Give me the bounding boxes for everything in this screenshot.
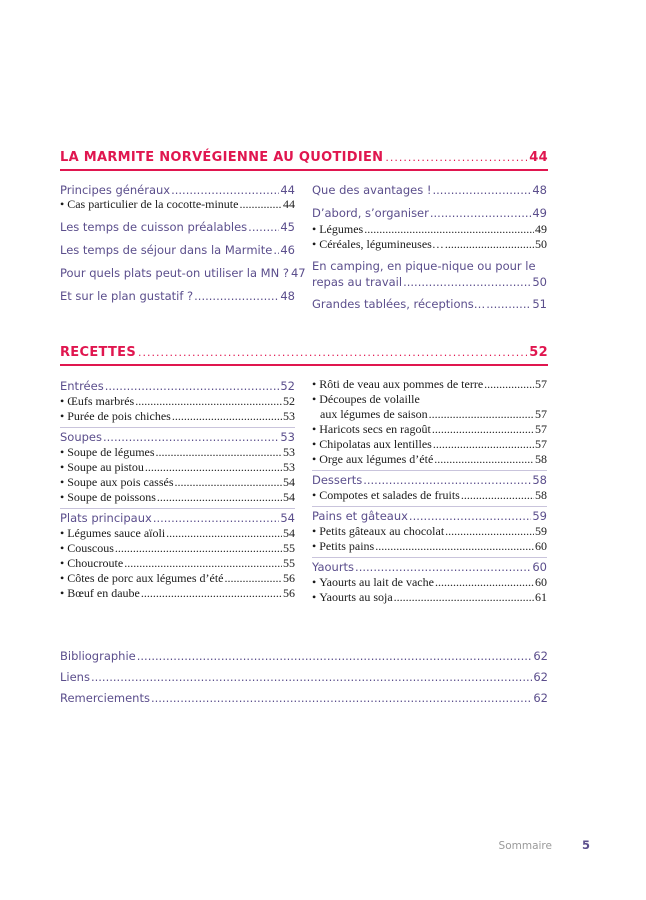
toc-subentry[interactable]: [312, 488, 547, 503]
entry-page: 55: [283, 541, 295, 555]
leader-dots: [175, 475, 282, 490]
category-pains: [312, 506, 547, 554]
page-number: 5: [581, 838, 590, 852]
leader-dots: [364, 222, 534, 237]
leader-dots: [145, 460, 282, 475]
entry-label: Rôti de veau aux pommes de terre: [319, 377, 484, 391]
entry-label: Yaourts au lait de vache: [319, 575, 434, 589]
leader-dots: [248, 220, 279, 234]
leader-dots: [172, 409, 282, 424]
leader-dots: [153, 511, 280, 526]
toc-subentry[interactable]: [60, 409, 295, 424]
section-page: 44: [529, 150, 548, 165]
toc-entry[interactable]: [312, 506, 547, 524]
toc-entry[interactable]: [60, 220, 295, 234]
category-desserts: [312, 470, 547, 503]
leader-dots: [103, 430, 279, 445]
entry-page: 55: [283, 556, 295, 570]
toc-subentry[interactable]: [60, 541, 295, 556]
running-title: Sommaire: [498, 840, 552, 852]
entry-page: 59: [532, 509, 547, 523]
bullet: •: [312, 575, 317, 589]
toc-entry[interactable]: [60, 183, 295, 197]
toc-subentry-line1[interactable]: [312, 392, 547, 407]
bullet: •: [60, 475, 65, 489]
toc-entry[interactable]: [312, 183, 547, 197]
entry-page: 56: [283, 571, 295, 585]
toc-subentry[interactable]: [312, 524, 547, 539]
leader-dots: [430, 206, 531, 220]
bullet: •: [60, 526, 65, 540]
entry-label: Légumes sauce aïoli: [67, 526, 166, 540]
entry-page: 62: [533, 691, 548, 705]
leader-dots: [432, 183, 531, 197]
entry-label: Et sur le plan gustatif ?: [60, 289, 194, 303]
toc-subentry[interactable]: [312, 590, 547, 605]
leader-dots: [141, 586, 282, 601]
toc-entry[interactable]: [60, 377, 295, 394]
entry-page: 57: [535, 422, 547, 436]
entry-label: Bibliographie: [60, 649, 136, 663]
entry-label: Haricots secs en ragoût: [319, 422, 431, 436]
leader-dots: [115, 541, 282, 556]
toc-entry[interactable]: [312, 297, 547, 311]
section-title: RECETTES: [60, 345, 136, 360]
entry-label: Légumes: [319, 222, 364, 236]
entry-page: 59: [535, 524, 547, 538]
entry-page: 48: [532, 183, 547, 197]
toc-entry[interactable]: [312, 470, 547, 488]
toc-subentry[interactable]: [312, 422, 547, 437]
leader-dots: [124, 556, 282, 571]
toc-subentry[interactable]: [60, 526, 295, 541]
section-rule: [60, 364, 548, 366]
category-soupes: [60, 427, 295, 505]
section1-left-column: [60, 183, 306, 303]
entry-page: 53: [283, 460, 295, 474]
leader-dots: [461, 488, 534, 503]
entry-page: 56: [283, 586, 295, 600]
bullet: •: [312, 452, 317, 466]
entry-label: Yaourts: [312, 560, 355, 574]
category-plats: [60, 508, 295, 601]
leader-dots: [157, 490, 282, 505]
toc-entry-remerciements[interactable]: [60, 691, 548, 705]
entry-label: D’abord, s’organiser: [312, 206, 429, 220]
entry-page: 53: [283, 409, 295, 423]
section2-left-column: [60, 377, 295, 604]
leader-dots: [435, 575, 534, 590]
toc-subentry[interactable]: [60, 490, 295, 505]
entry-label: Que des avantages !: [312, 183, 432, 197]
category-yaourts: [312, 557, 547, 605]
entry-page: 62: [533, 649, 548, 663]
bullet: •: [60, 556, 65, 570]
toc-entry[interactable]: [312, 557, 547, 575]
entry-page: 50: [532, 275, 547, 289]
section1-right-column: [312, 183, 547, 311]
bullet: •: [312, 237, 317, 251]
bullet: •: [312, 422, 317, 436]
entry-label: Grandes tablées, réceptions…: [312, 297, 486, 311]
entry-page: 44: [280, 183, 295, 197]
entry-label: Soupe aux pois cassés: [67, 475, 174, 489]
entry-label: Soupe au pistou: [67, 460, 144, 474]
entry-label: Desserts: [312, 473, 363, 487]
bullet: •: [312, 222, 317, 236]
entry-label: Liens: [60, 670, 90, 684]
bullet: •: [60, 394, 65, 408]
entry-label-line1: En camping, en pique-nique ou pour le: [312, 259, 536, 273]
leader-dots: [445, 237, 534, 252]
leader-dots: [156, 445, 282, 460]
entry-label-line1: Découpes de volaille: [319, 392, 420, 406]
leader-dots: [166, 526, 282, 541]
entry-label: Cas particulier de la cocotte-minute: [67, 197, 239, 211]
entry-page: 54: [283, 526, 295, 540]
entry-page: 61: [535, 590, 547, 604]
category-entrees: [60, 377, 295, 424]
entry-page: 52: [283, 394, 295, 408]
bullet: •: [312, 392, 317, 406]
toc-entry[interactable]: [60, 508, 295, 526]
entry-label: Œufs marbrés: [67, 394, 135, 408]
entry-page: 58: [535, 452, 547, 466]
bullet: •: [312, 590, 317, 604]
toc-entry-bibliographie[interactable]: [60, 649, 548, 663]
leader-dots: [394, 590, 534, 605]
entry-page: 57: [535, 437, 547, 451]
entry-label-line2: aux légumes de saison: [320, 407, 428, 421]
entry-label: Céréales, légumineuses…: [319, 237, 444, 251]
entry-page: 53: [283, 445, 295, 459]
entry-label: Entrées: [60, 379, 104, 393]
entry-page: 48: [280, 289, 295, 303]
entry-label: Pains et gâteaux: [312, 509, 408, 523]
toc-entry[interactable]: [60, 243, 295, 257]
bullet: •: [312, 437, 317, 451]
entry-label: Principes généraux: [60, 183, 171, 197]
entry-page: 44: [283, 197, 295, 211]
leader-dots: [375, 539, 534, 554]
entry-page: 50: [535, 237, 547, 251]
toc-subentry[interactable]: [312, 452, 547, 467]
section-rule: [60, 169, 548, 171]
bullet: •: [60, 571, 65, 585]
leader-dots: [385, 151, 527, 164]
bullet: •: [312, 539, 317, 553]
leader-dots: [409, 509, 531, 524]
entry-label: Purée de pois chiches: [67, 409, 171, 423]
toc-subentry[interactable]: [312, 377, 547, 392]
entry-page: 60: [535, 575, 547, 589]
leader-dots: [355, 560, 531, 575]
section-heading-marmite[interactable]: [60, 150, 548, 165]
entry-label: Les temps de cuisson préalables: [60, 220, 248, 234]
entry-label: Soupes: [60, 430, 102, 444]
toc-entry-liens[interactable]: [60, 670, 548, 684]
leader-dots: [434, 452, 534, 467]
leader-dots: [445, 524, 534, 539]
bullet: •: [60, 490, 65, 504]
leader-dots: [239, 197, 282, 212]
toc-subentry[interactable]: [60, 571, 295, 586]
bullet: •: [312, 377, 317, 391]
toc-subentry[interactable]: [60, 475, 295, 490]
entry-label: Pour quels plats peut-on utiliser la MN ?: [60, 266, 289, 280]
entry-page: 54: [280, 511, 295, 525]
toc-subentry-line2: [312, 407, 547, 422]
leader-dots: [135, 394, 282, 409]
leader-dots: [224, 571, 282, 586]
entry-label: Les temps de séjour dans la Marmite: [60, 243, 273, 257]
leader-dots: [484, 377, 534, 392]
toc-subentry[interactable]: [60, 197, 295, 212]
entry-label: Compotes et salades de fruits: [319, 488, 460, 502]
bullet: •: [60, 460, 65, 474]
entry-label: Chipolatas aux lentilles: [319, 437, 432, 451]
section-title: LA MARMITE NORVÉGIENNE AU QUOTIDIEN: [60, 150, 384, 165]
entry-label: Petits gâteaux au chocolat: [319, 524, 445, 538]
bullet: •: [312, 488, 317, 502]
entry-page: 51: [532, 297, 547, 311]
leader-dots: [151, 691, 532, 705]
leader-dots: [429, 407, 534, 422]
leader-dots: [432, 422, 534, 437]
page-footer: [470, 838, 590, 852]
entry-label: Bœuf en daube: [67, 586, 140, 600]
bullet: •: [60, 586, 65, 600]
entry-label: Orge aux légumes d’été: [319, 452, 434, 466]
entry-label: Couscous: [67, 541, 114, 555]
toc-subentry[interactable]: [60, 586, 295, 601]
entry-label: Côtes de porc aux légumes d’été: [67, 571, 224, 585]
toc-subentry[interactable]: [312, 222, 547, 237]
entry-label: Remerciements: [60, 691, 150, 705]
back-matter: [60, 649, 548, 712]
leader-dots: [137, 649, 533, 663]
entry-page: 46: [280, 243, 295, 257]
plats-continued: [312, 377, 547, 467]
entry-label: Soupe de poissons: [67, 490, 156, 504]
bullet: •: [60, 197, 65, 211]
entry-label-line2: repas au travail: [312, 275, 403, 289]
toc-entry-organiser: [312, 206, 547, 252]
leader-dots: [486, 297, 531, 311]
entry-page: 60: [532, 560, 547, 574]
entry-page: 47: [290, 266, 306, 280]
toc-entry[interactable]: [60, 427, 295, 445]
section2-right-column: [312, 377, 547, 608]
toc-entry[interactable]: [60, 266, 306, 280]
entry-page: 49: [535, 222, 547, 236]
bullet: •: [312, 524, 317, 538]
toc-subentry[interactable]: [312, 539, 547, 554]
entry-page: 58: [532, 473, 547, 487]
toc-entry[interactable]: [60, 289, 295, 303]
leader-dots: [273, 243, 279, 257]
toc-subentry[interactable]: [312, 237, 547, 252]
toc-subentry[interactable]: [60, 460, 295, 475]
leader-dots: [403, 275, 531, 289]
toc-entry-principes: [60, 183, 295, 212]
toc-subentry[interactable]: [60, 445, 295, 460]
toc-entry[interactable]: [312, 206, 547, 220]
entry-page: 62: [533, 670, 548, 684]
entry-page: 57: [535, 377, 547, 391]
entry-page: 45: [280, 220, 295, 234]
bullet: •: [60, 445, 65, 459]
entry-label: Petits pains: [319, 539, 375, 553]
leader-dots: [363, 473, 531, 488]
toc-subentry[interactable]: [312, 575, 547, 590]
leader-dots: [138, 346, 527, 359]
entry-page: 58: [535, 488, 547, 502]
section-heading-recettes[interactable]: [60, 345, 548, 360]
entry-label: Choucroute: [67, 556, 124, 570]
bullet: •: [60, 541, 65, 555]
toc-entry-camping[interactable]: [312, 259, 547, 289]
toc-subentry[interactable]: [312, 437, 547, 452]
toc-subentry[interactable]: [60, 394, 295, 409]
section-page: 52: [529, 345, 548, 360]
toc-subentry[interactable]: [60, 556, 295, 571]
entry-page: 57: [535, 407, 547, 421]
entry-label: Soupe de légumes: [67, 445, 155, 459]
entry-page: 53: [280, 430, 295, 444]
entry-page: 54: [283, 490, 295, 504]
leader-dots: [433, 437, 534, 452]
entry-label: Yaourts au soja: [319, 590, 393, 604]
bullet: •: [60, 409, 65, 423]
entry-page: 54: [283, 475, 295, 489]
toc-entry: [312, 275, 547, 289]
entry-page: 49: [532, 206, 547, 220]
leader-dots: [171, 183, 279, 197]
entry-label: Plats principaux: [60, 511, 152, 525]
leader-dots: [91, 670, 532, 684]
leader-dots: [194, 289, 279, 303]
entry-page: 60: [535, 539, 547, 553]
leader-dots: [105, 379, 280, 394]
entry-page: 52: [280, 379, 295, 393]
